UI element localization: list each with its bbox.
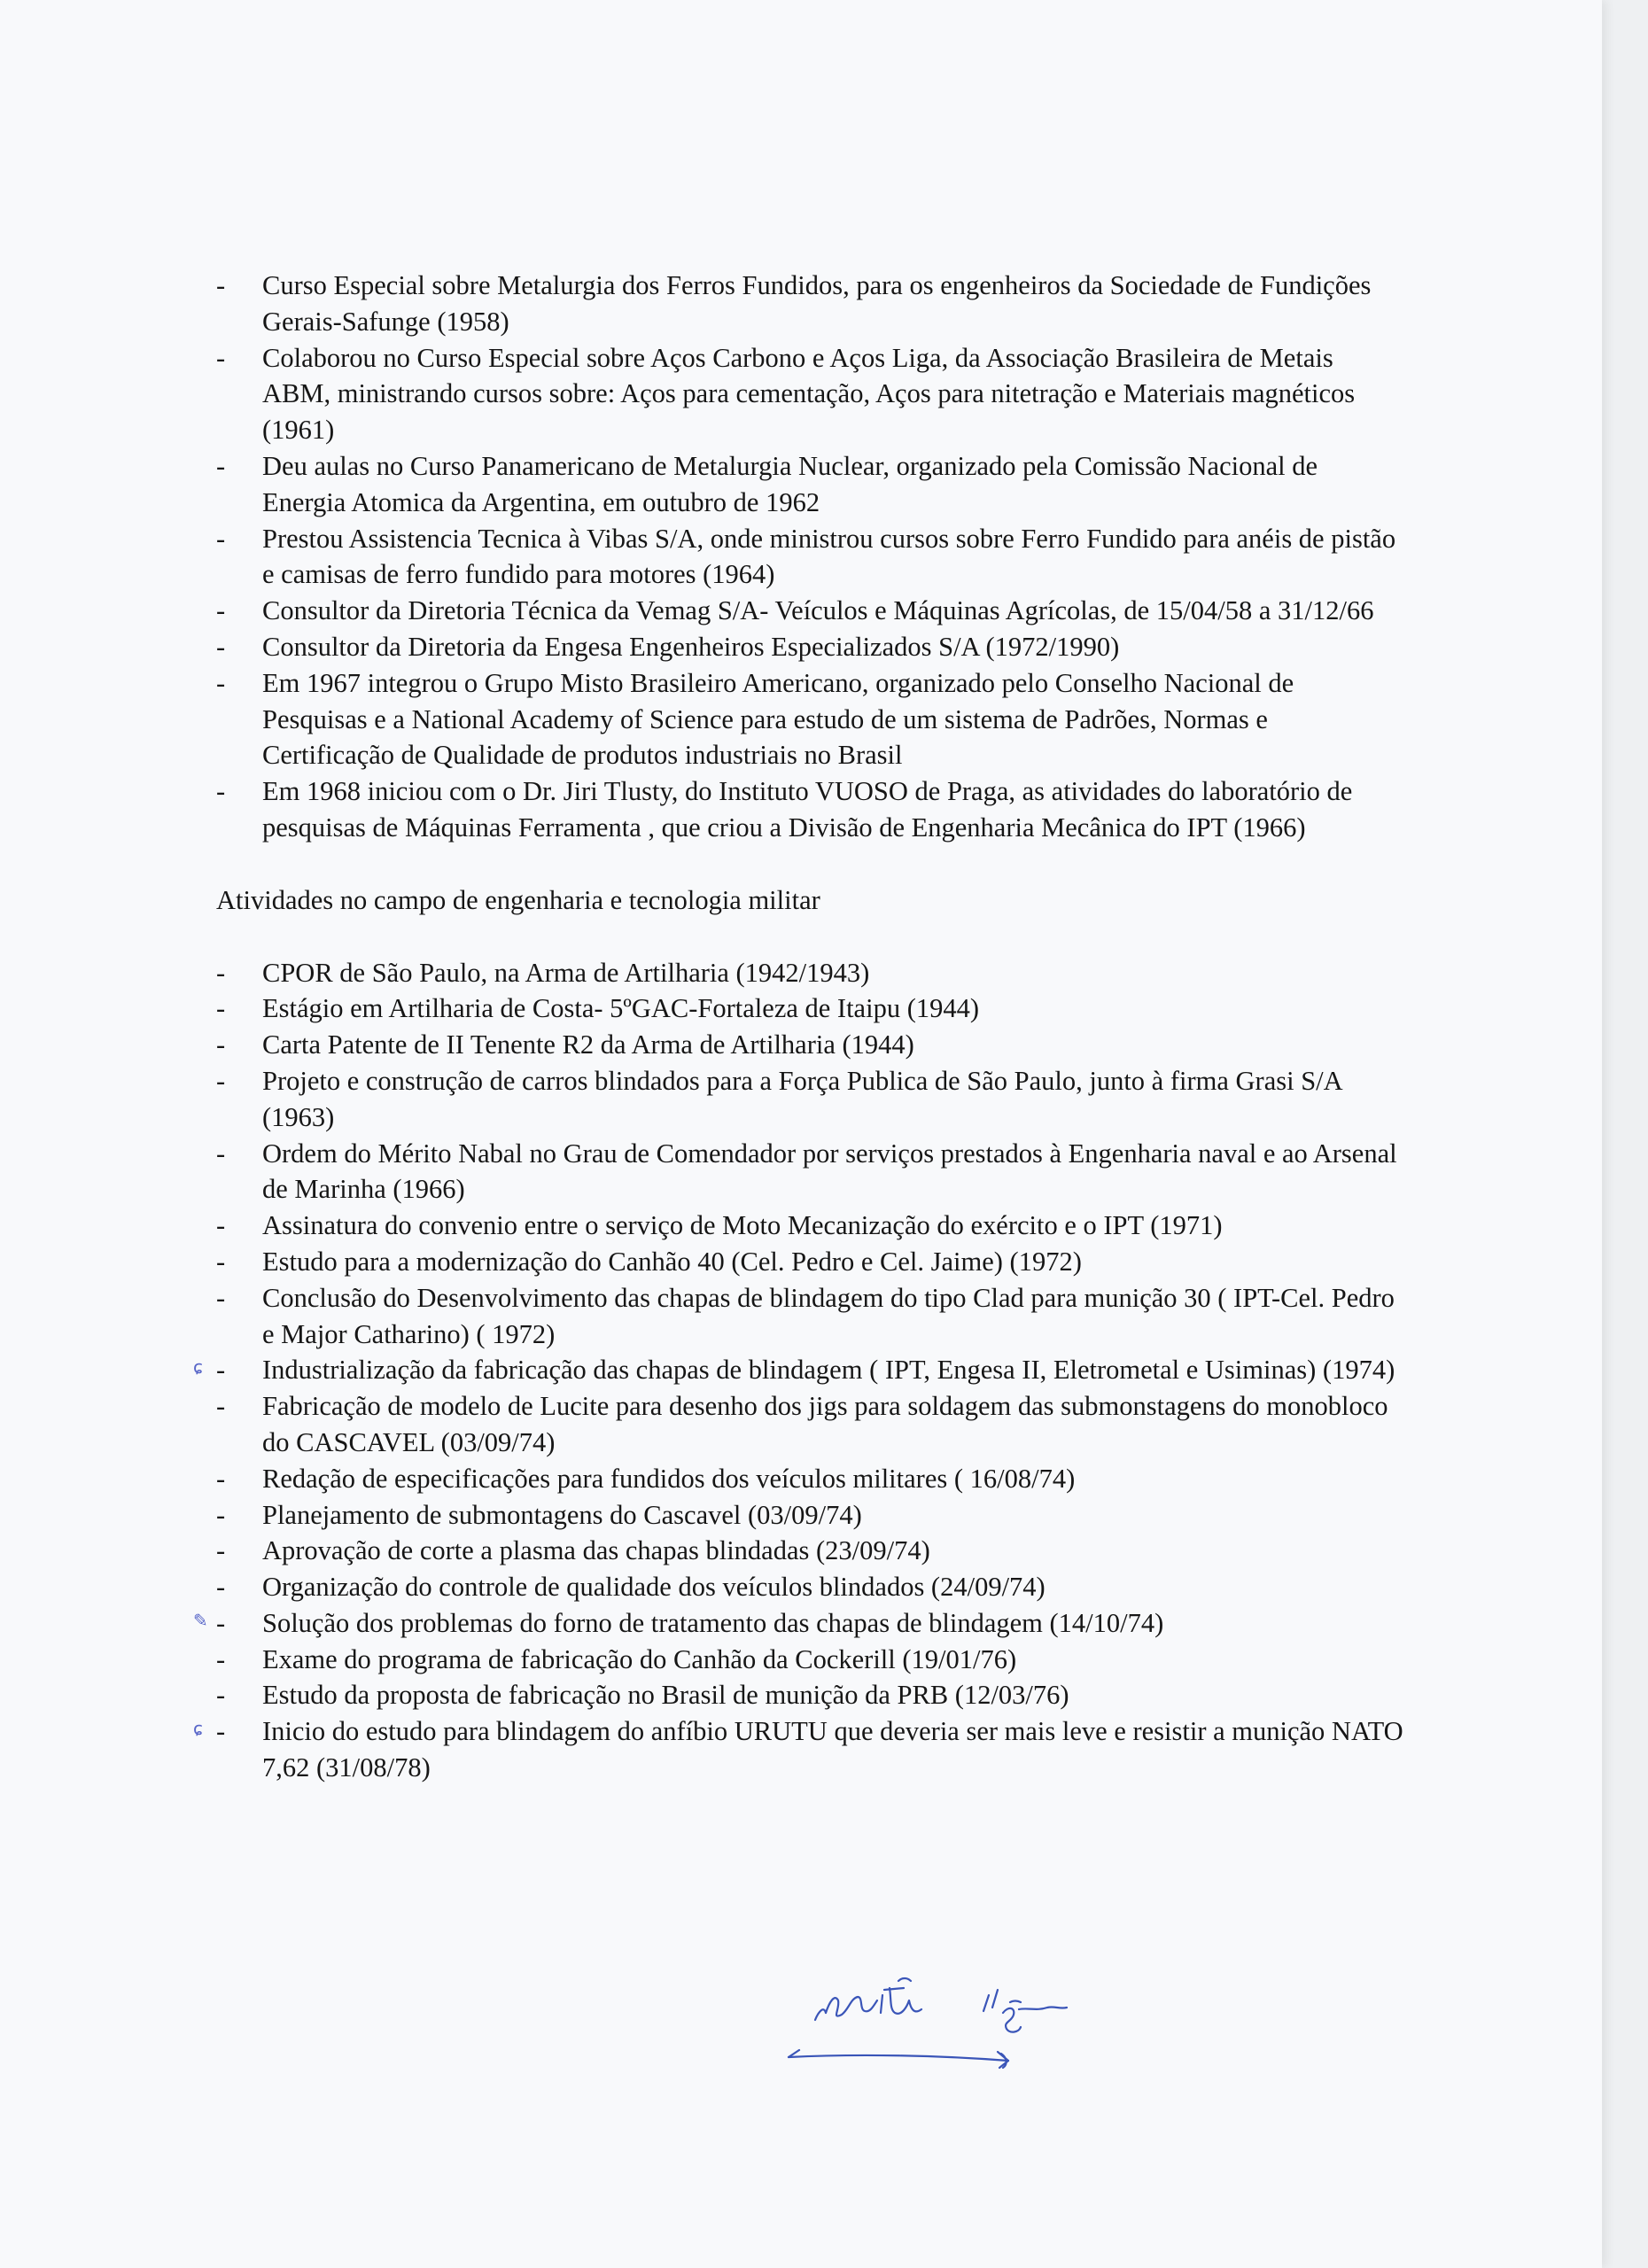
list-item [216,1244,1403,1280]
list-experience [216,268,1403,846]
list-item-text: Projeto e construção de carros blindados para a Força Publica de São Paulo, junto à firma Grasi S/A (1963) [262,1065,1341,1132]
list-item-text: Organização do controle de qualidade dos veículos blindados (24/09/74) [262,1572,1046,1603]
list-item-text: Aprovação de corte a plasma das chapas blindadas (23/09/74) [262,1535,930,1566]
bullet-dash: - [216,631,226,662]
list-item-text: Consultor da Diretoria Técnica da Vemag S/A- Veículos e Máquinas Agrícolas, de 15/04/58 a 31/12/66 [262,595,1374,626]
list-item [216,521,1403,594]
list-item [216,1497,1403,1534]
list-item [216,1136,1403,1208]
list-item-text: Planejamento de submontagens do Cascavel (03/09/74) [262,1499,862,1530]
bullet-dash: - [216,1643,226,1674]
list-item-text: Estudo para a modernização do Canhão 40 (Cel. Pedro e Cel. Jaime) (1972) [262,1246,1082,1277]
list-item [216,955,1403,991]
list-item [216,268,1403,340]
handwritten-mark-icon: ɕ [193,1356,203,1379]
bullet-dash: - [216,595,226,626]
list-item [216,340,1403,448]
list-item-text: Consultor da Diretoria da Engesa Engenheiros Especializados S/A (1972/1990) [262,631,1120,662]
list-item-text: Curso Especial sobre Metalurgia dos Ferros Fundidos, para os engenheiros da Sociedade de Fundições Gerais-Safunge (1958) [262,270,1372,337]
list-item [193,1713,1403,1786]
list-item [216,1280,1403,1353]
list-item [216,448,1403,521]
bullet-dash: - [216,1246,226,1277]
bullet-dash: - [216,1282,226,1313]
list-item-text: Em 1967 integrou o Grupo Misto Brasileiro Americano, organizado pelo Conselho Nacional de Pesquisas e a National Academy of Science para estudo de um sistema de Padrões, Normas e Certificação de Qualidade de produtos industriais no Brasil [262,667,1294,771]
bullet-dash: - [216,1716,226,1747]
list-item [193,1605,1403,1642]
list-item [193,1352,1403,1388]
list-item-text: Redação de especificações para fundidos dos veículos militares ( 16/08/74) [262,1463,1076,1494]
list-item-text: Estudo da proposta de fabricação no Brasil de munição da PRB (12/03/76) [262,1680,1069,1711]
list-item-text: Prestou Assistencia Tecnica à Vibas S/A, onde ministrou cursos sobre Ferro Fundido para anéis de pistão e camisas de ferro fundido para motores (1964) [262,523,1396,590]
list-item [216,1027,1403,1063]
bullet-dash: - [216,1210,226,1241]
list-item-text: CPOR de São Paulo, na Arma de Artilharia (1942/1943) [262,957,870,988]
list-item [216,773,1403,846]
list-item [216,629,1403,665]
handwritten-signature [727,1958,1187,2109]
bullet-dash: - [216,1535,226,1566]
list-item [216,1388,1403,1461]
bullet-dash: - [216,667,226,698]
document-body [193,268,1403,1786]
list-item-text: Inicio do estudo para blindagem do anfíbio URUTU que deveria ser mais leve e resistir a munição NATO 7,62 (31/08/78) [262,1716,1403,1783]
bullet-dash: - [216,957,226,988]
bullet-dash: - [216,1355,226,1386]
list-item [216,990,1403,1027]
list-item [216,1642,1403,1678]
list-item-text: Deu aulas no Curso Panamericano de Metalurgia Nuclear, organizado pela Comissão Nacional de Energia Atomica da Argentina, em outubro de 1962 [262,450,1318,517]
list-item [216,1063,1403,1136]
list-item-text: Colaborou no Curso Especial sobre Aços Carbono e Aços Liga, da Associação Brasileira de Metais ABM, ministrando cursos sobre: Aços para cementação, Aços para nitetração e Materiais magnéticos (1961) [262,342,1356,446]
list-item [216,1461,1403,1497]
list-item [216,1569,1403,1605]
bullet-dash: - [216,1680,226,1711]
bullet-dash: - [216,523,226,554]
list-item [216,665,1403,773]
list-item [216,1677,1403,1713]
list-item-text: Solução dos problemas do forno de tratamento das chapas de blindagem (14/10/74) [262,1607,1164,1638]
list-military-activities [193,955,1403,1786]
bullet-dash: - [216,1499,226,1530]
handwritten-mark-icon: ✎ [193,1609,208,1631]
bullet-dash: - [216,1138,226,1169]
list-item [216,1533,1403,1569]
list-item-text: Carta Patente de II Tenente R2 da Arma de Artilharia (1944) [262,1029,914,1060]
bullet-dash: - [216,1029,226,1060]
bullet-dash: - [216,342,226,373]
bullet-dash: - [216,993,226,1024]
list-item-text: Fabricação de modelo de Lucite para desenho dos jigs para soldagem das submonstagens do monobloco do CASCAVEL (03/09/74) [262,1391,1388,1457]
list-item [216,593,1403,629]
list-item-text: Industrialização da fabricação das chapas de blindagem ( IPT, Engesa II, Eletrometal e Usiminas) (1974) [262,1355,1395,1386]
list-item [216,1208,1403,1244]
list-item-text: Estágio em Artilharia de Costa- 5ºGAC-Fortaleza de Itaipu (1944) [262,993,980,1024]
bullet-dash: - [216,776,226,807]
bullet-dash: - [216,270,226,300]
list-item-text: Assinatura do convenio entre o serviço de Moto Mecanização do exército e o IPT (1971) [262,1210,1223,1241]
handwritten-mark-icon: ɕ [193,1718,203,1740]
section-heading: Atividades no campo de engenharia e tecnologia militar [216,884,820,915]
list-item-text: Em 1968 iniciou com o Dr. Jiri Tlusty, do Instituto VUOSO de Praga, as atividades do laboratório de pesquisas de Máquinas Ferramenta , que criou a Divisão de Engenharia Mecânica do IPT (1966) [262,776,1353,843]
list-item-text: Ordem do Mérito Nabal no Grau de Comendador por serviços prestados à Engenharia naval e ao Arsenal de Marinha (1966) [262,1138,1397,1205]
bullet-dash: - [216,1463,226,1494]
bullet-dash: - [216,1391,226,1422]
bullet-dash: - [216,1065,226,1096]
list-item-text: Conclusão do Desenvolvimento das chapas de blindagem do tipo Clad para munição 30 ( IPT-Cel. Pedro e Major Catharino) ( 1972) [262,1282,1395,1349]
bullet-dash: - [216,1572,226,1603]
list-item-text: Exame do programa de fabricação do Canhão da Cockerill (19/01/76) [262,1643,1017,1674]
bullet-dash: - [216,450,226,481]
bullet-dash: - [216,1607,226,1638]
